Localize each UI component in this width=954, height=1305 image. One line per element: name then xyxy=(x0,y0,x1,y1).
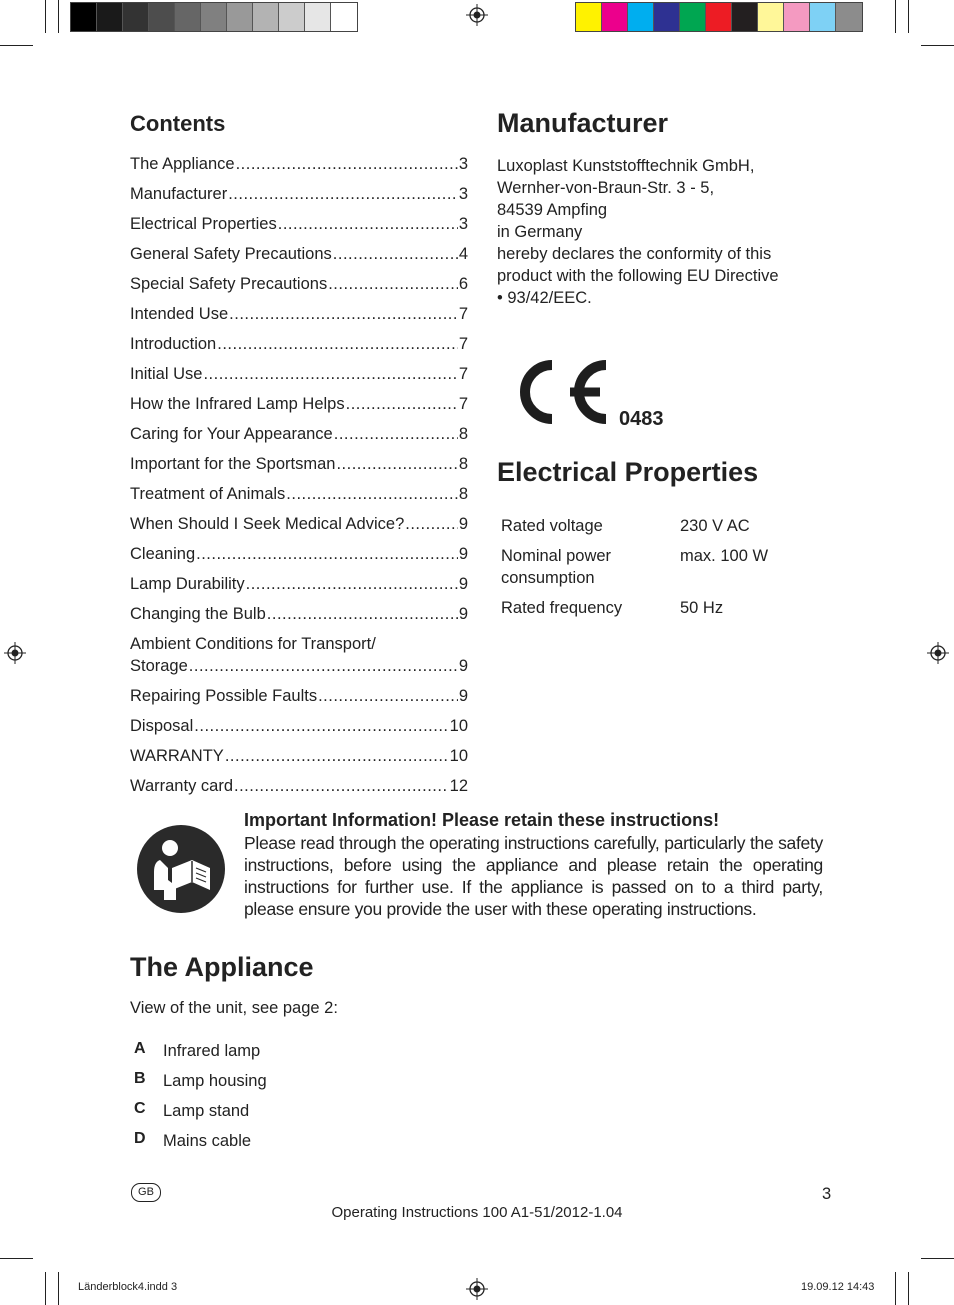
toc-entry[interactable] xyxy=(130,423,468,445)
toc-page-number: 3 xyxy=(458,155,468,173)
toc-row xyxy=(130,573,468,595)
toc-entry[interactable] xyxy=(130,453,468,475)
spec-value: 50 Hz xyxy=(680,599,724,617)
toc-leader-dots xyxy=(333,243,458,265)
toc-entry[interactable] xyxy=(130,273,468,295)
toc-page-number: 3 xyxy=(458,185,468,203)
toc-row xyxy=(130,453,468,475)
toc-label: Important for the Sportsman xyxy=(130,455,336,473)
toc-entry[interactable] xyxy=(130,153,468,175)
toc-page-number: 12 xyxy=(449,777,468,795)
crop-mark xyxy=(921,45,954,46)
color-swatch xyxy=(758,3,784,31)
toc-page-number: 9 xyxy=(458,515,468,533)
ce-mark-icon xyxy=(504,355,612,429)
document-reference: Operating Instructions 100 A1-51/2012-1.04 xyxy=(331,1204,623,1221)
manufacturer-line: 84539 Ampfing xyxy=(497,201,608,219)
toc-entry[interactable] xyxy=(130,483,468,505)
toc-leader-dots xyxy=(203,363,457,385)
part-label: Mains cable xyxy=(163,1132,252,1150)
toc-page-number: 8 xyxy=(458,425,468,443)
toc-entry[interactable] xyxy=(130,603,468,625)
toc-entry[interactable] xyxy=(130,333,468,355)
toc-entry[interactable] xyxy=(130,573,468,595)
toc-row xyxy=(130,303,468,325)
spec-value: 230 V AC xyxy=(680,517,750,535)
color-swatch xyxy=(628,3,654,31)
crop-mark xyxy=(45,1272,46,1305)
toc-row xyxy=(130,775,468,797)
toc-row xyxy=(130,423,468,445)
toc-entry[interactable] xyxy=(130,715,468,737)
color-swatch xyxy=(305,3,331,31)
toc-page-number: 7 xyxy=(458,395,468,413)
crop-mark xyxy=(0,1258,33,1259)
crop-mark xyxy=(921,1258,954,1259)
manufacturer-line: Wernher-von-Braun-Str. 3 - 5, xyxy=(497,179,715,197)
toc-row xyxy=(130,393,468,415)
manufacturer-line: in Germany xyxy=(497,223,583,241)
country-badge: GB xyxy=(131,1183,161,1202)
appliance-heading: The Appliance xyxy=(130,952,314,982)
color-swatch xyxy=(576,3,602,31)
toc-label: Introduction xyxy=(130,335,217,353)
toc-page-number: 4 xyxy=(458,245,468,263)
toc-page-number: 7 xyxy=(458,365,468,383)
manufacturer-line: product with the following EU Directive xyxy=(497,267,779,285)
toc-row xyxy=(130,655,468,677)
toc-entry[interactable] xyxy=(130,393,468,415)
toc-page-number: 9 xyxy=(458,545,468,563)
toc-entry[interactable] xyxy=(130,543,468,565)
color-swatch xyxy=(227,3,253,31)
toc-row xyxy=(130,685,468,707)
part-letter: C xyxy=(134,1100,146,1117)
color-swatch xyxy=(71,3,97,31)
toc-label: Disposal xyxy=(130,717,194,735)
part-label: Lamp housing xyxy=(163,1072,267,1090)
toc-leader-dots xyxy=(196,543,458,565)
crop-mark xyxy=(58,1272,59,1305)
toc-leader-dots xyxy=(405,513,458,535)
toc-leader-dots xyxy=(286,483,458,505)
crop-mark xyxy=(908,1272,909,1305)
toc-leader-dots xyxy=(267,603,458,625)
toc-leader-dots xyxy=(189,655,458,677)
toc-leader-dots xyxy=(229,303,458,325)
toc-page-number: 10 xyxy=(449,717,468,735)
crop-mark xyxy=(45,0,46,33)
toc-entry[interactable] xyxy=(130,775,468,797)
color-swatch xyxy=(680,3,706,31)
color-swatch xyxy=(149,3,175,31)
toc-row xyxy=(130,273,468,295)
toc-label: Warranty card xyxy=(130,777,233,795)
toc-page-number: 9 xyxy=(458,575,468,593)
toc-label: General Safety Precautions xyxy=(130,245,332,263)
important-info-title: Important Information! Please retain these instructions! xyxy=(244,810,720,830)
color-swatch xyxy=(123,3,149,31)
toc-page-number: 9 xyxy=(458,687,468,705)
toc-page-number: 7 xyxy=(458,335,468,353)
toc-leader-dots xyxy=(346,393,458,415)
color-swatch xyxy=(97,3,123,31)
toc-label: Changing the Bulb xyxy=(130,605,266,623)
crop-mark xyxy=(895,1272,896,1305)
color-swatch xyxy=(279,3,305,31)
toc-label: WARRANTY xyxy=(130,747,224,765)
toc-label: Initial Use xyxy=(130,365,203,383)
toc-label: Electrical Properties xyxy=(130,215,277,233)
color-swatch xyxy=(253,3,279,31)
spec-label: Nominal power consumption xyxy=(501,547,612,587)
toc-entry[interactable] xyxy=(130,513,468,535)
toc-label: Special Safety Precautions xyxy=(130,275,328,293)
toc-page-number: 7 xyxy=(458,305,468,323)
registration-mark-icon xyxy=(466,1278,488,1300)
toc-label: When Should I Seek Medical Advice? xyxy=(130,515,405,533)
toc-leader-dots xyxy=(318,685,458,707)
part-letter: A xyxy=(134,1040,146,1057)
toc-label: Repairing Possible Faults xyxy=(130,687,318,705)
crop-mark xyxy=(0,45,33,46)
toc-label: Cleaning xyxy=(130,545,196,563)
toc-leader-dots xyxy=(217,333,458,355)
toc-page-number: 6 xyxy=(458,275,468,293)
crop-mark xyxy=(908,0,909,33)
toc-page-number: 3 xyxy=(458,215,468,233)
toc-row xyxy=(130,513,468,535)
eu-directive-item: • 93/42/EEC. xyxy=(497,289,592,307)
manufacturer-heading: Manufacturer xyxy=(497,108,669,138)
toc-row xyxy=(130,715,468,737)
toc-leader-dots xyxy=(236,153,458,175)
color-swatch xyxy=(732,3,758,31)
toc-leader-dots xyxy=(234,775,449,797)
color-swatch xyxy=(706,3,732,31)
toc-page-number: 8 xyxy=(458,455,468,473)
grayscale-color-bar xyxy=(70,2,358,32)
color-swatch xyxy=(836,3,862,31)
color-swatch xyxy=(602,3,628,31)
toc-label: Treatment of Animals xyxy=(130,485,286,503)
toc-leader-dots xyxy=(328,273,458,295)
crop-mark xyxy=(58,0,59,33)
part-letter: B xyxy=(134,1070,146,1087)
toc-leader-dots xyxy=(194,715,448,737)
toc-leader-dots xyxy=(225,745,449,767)
part-label: Infrared lamp xyxy=(163,1042,261,1060)
toc-leader-dots xyxy=(336,453,457,475)
toc-row xyxy=(130,183,468,205)
toc-row xyxy=(130,153,468,175)
read-manual-icon xyxy=(134,824,228,914)
process-color-bar xyxy=(575,2,863,32)
registration-mark-icon xyxy=(4,642,26,664)
toc-label-line: Ambient Conditions for Transport/ xyxy=(130,635,376,653)
notified-body-number: 0483 xyxy=(619,408,664,430)
toc-label: Storage xyxy=(130,657,188,675)
spec-label: Rated voltage xyxy=(501,517,603,535)
print-slug-file: Länderblock4.indd 3 xyxy=(78,1281,178,1293)
toc-label: Lamp Durability xyxy=(130,575,245,593)
color-swatch xyxy=(175,3,201,31)
manufacturer-line: hereby declares the conformity of this xyxy=(497,245,772,263)
toc-entry[interactable] xyxy=(130,183,468,205)
part-label: Lamp stand xyxy=(163,1102,250,1120)
toc-row xyxy=(130,483,468,505)
spec-label: Rated frequency xyxy=(501,599,623,617)
toc-entry[interactable] xyxy=(130,213,468,235)
color-swatch xyxy=(810,3,836,31)
toc-row xyxy=(130,333,468,355)
color-swatch xyxy=(784,3,810,31)
toc-leader-dots xyxy=(246,573,458,595)
registration-mark-icon xyxy=(927,642,949,664)
toc-leader-dots xyxy=(228,183,458,205)
toc-page-number: 9 xyxy=(458,657,468,675)
toc-leader-dots xyxy=(334,423,458,445)
crop-mark xyxy=(895,0,896,33)
toc-page-number: 8 xyxy=(458,485,468,503)
spec-value: max. 100 W xyxy=(680,547,769,565)
color-swatch xyxy=(331,3,357,31)
toc-row xyxy=(130,243,468,265)
appliance-subtitle: View of the unit, see page 2: xyxy=(130,999,338,1017)
toc-label: The Appliance xyxy=(130,155,235,173)
toc-row xyxy=(130,745,468,767)
toc-label: Manufacturer xyxy=(130,185,228,203)
important-info-body: Please read through the operating instructions carefully, particularly the safety instructions, before using the appliance and please retain the operating instructions for further use. If the appliance is passed on to a third party, please ensure you provide the user with these operating instructions. xyxy=(244,833,823,919)
toc-entry[interactable] xyxy=(130,243,468,265)
toc-row xyxy=(130,363,468,385)
toc-row xyxy=(130,603,468,625)
page-number: 3 xyxy=(822,1185,832,1203)
part-letter: D xyxy=(134,1130,146,1147)
toc-entry[interactable] xyxy=(130,633,468,677)
toc-page-number: 9 xyxy=(458,605,468,623)
electrical-heading: Electrical Properties xyxy=(497,457,759,487)
toc-label: Intended Use xyxy=(130,305,229,323)
toc-entry[interactable] xyxy=(130,685,468,707)
toc-label: Caring for Your Appearance xyxy=(130,425,333,443)
toc-entry[interactable] xyxy=(130,363,468,385)
toc-leader-dots xyxy=(278,213,458,235)
toc-page-number: 10 xyxy=(449,747,468,765)
manufacturer-line: Luxoplast Kunststofftechnik GmbH, xyxy=(497,157,755,175)
manufacturer-address xyxy=(497,155,779,287)
toc-entry[interactable] xyxy=(130,303,468,325)
toc-label: How the Infrared Lamp Helps xyxy=(130,395,345,413)
contents-heading: Contents xyxy=(130,111,226,136)
toc-row xyxy=(130,543,468,565)
toc-entry[interactable] xyxy=(130,745,468,767)
toc-row xyxy=(130,213,468,235)
registration-mark-icon xyxy=(466,4,488,26)
color-swatch xyxy=(654,3,680,31)
print-slug-date: 19.09.12 14:43 xyxy=(801,1281,875,1293)
color-swatch xyxy=(201,3,227,31)
